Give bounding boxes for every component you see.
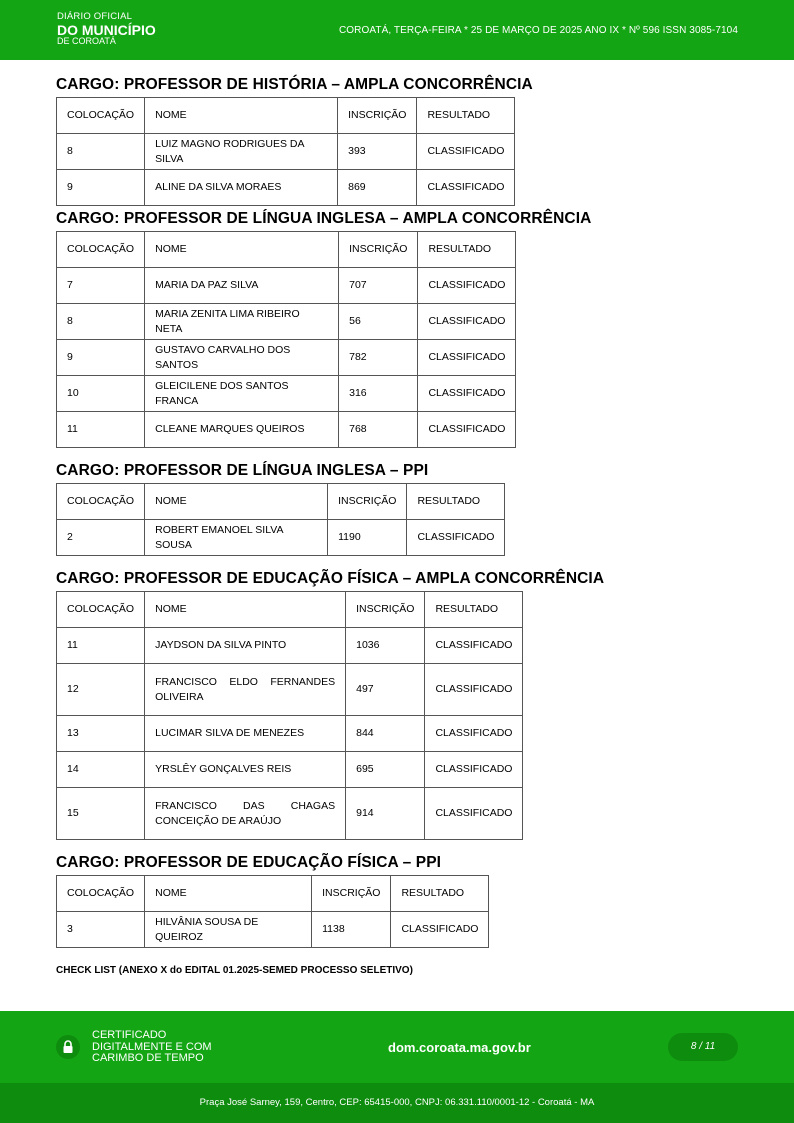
section-title: CARGO: PROFESSOR DE EDUCAÇÃO FÍSICA – PPI xyxy=(56,854,442,871)
cell-placement: 11 xyxy=(57,628,145,664)
column-header: INSCRIÇÃO xyxy=(328,484,407,520)
column-header: RESULTADO xyxy=(391,876,489,912)
cell-placement: 11 xyxy=(57,412,145,448)
column-header: NOME xyxy=(145,232,339,268)
results-table xyxy=(56,483,505,556)
cell-registration: 869 xyxy=(338,170,417,206)
brand-line-2: DO MUNICÍPIO xyxy=(57,21,156,38)
cell-registration: 782 xyxy=(339,340,418,376)
results-table xyxy=(56,875,489,948)
column-header: RESULTADO xyxy=(425,592,523,628)
table-row xyxy=(57,752,523,788)
cell-result: CLASSIFICADO xyxy=(418,412,516,448)
cell-result: CLASSIFICADO xyxy=(418,340,516,376)
section-historia-ampla xyxy=(56,76,746,206)
section-ed-fisica-ppi xyxy=(56,854,746,948)
column-header: RESULTADO xyxy=(417,98,515,134)
cell-result: CLASSIFICADO xyxy=(425,752,523,788)
section-ingles-ampla xyxy=(56,210,746,448)
footer-address: Praça José Sarney, 159, Centro, CEP: 65415-000, CNPJ: 06.331.110/0001-12 - Coroatá - MA xyxy=(0,1083,794,1123)
table-row xyxy=(57,304,516,340)
cell-result: CLASSIFICADO xyxy=(418,376,516,412)
cell-result: CLASSIFICADO xyxy=(425,788,523,840)
document-body xyxy=(56,76,746,976)
cell-registration: 707 xyxy=(339,268,418,304)
cell-name: FRANCISCO DAS CHAGAS CONCEIÇÃO DE ARAÚJO xyxy=(145,788,346,840)
cell-registration: 393 xyxy=(338,134,417,170)
column-header: COLOCAÇÃO xyxy=(57,592,145,628)
cell-registration: 497 xyxy=(346,664,425,716)
section-title: CARGO: PROFESSOR DE LÍNGUA INGLESA – AMPLA CONCORRÊNCIA xyxy=(56,210,592,227)
publication-logo xyxy=(57,12,156,46)
section-title: CARGO: PROFESSOR DE EDUCAÇÃO FÍSICA – AMPLA CONCORRÊNCIA xyxy=(56,570,605,587)
column-header: NOME xyxy=(145,98,338,134)
column-header: NOME xyxy=(145,592,346,628)
website-link[interactable]: dom.coroata.ma.gov.br xyxy=(388,1040,531,1055)
table-row xyxy=(57,788,523,840)
cell-registration: 844 xyxy=(346,716,425,752)
cell-placement: 9 xyxy=(57,170,145,206)
cell-name: LUIZ MAGNO RODRIGUES DA SILVA xyxy=(145,134,338,170)
column-header: COLOCAÇÃO xyxy=(57,232,145,268)
checklist-heading: CHECK LIST (ANEXO X do EDITAL 01.2025-SEMED PROCESSO SELETIVO) xyxy=(56,965,413,976)
cell-registration: 1036 xyxy=(346,628,425,664)
cell-name: ALINE DA SILVA MORAES xyxy=(145,170,338,206)
section-title: CARGO: PROFESSOR DE HISTÓRIA – AMPLA CONCORRÊNCIA xyxy=(56,76,533,93)
table-row xyxy=(57,412,516,448)
brand-line-3: DE COROATÁ xyxy=(57,35,116,46)
table-row xyxy=(57,170,515,206)
page-header xyxy=(0,0,794,60)
table-row xyxy=(57,716,523,752)
cell-registration: 1190 xyxy=(328,520,407,556)
cell-name: ROBERT EMANOEL SILVA SOUSA xyxy=(145,520,328,556)
cell-name: JAYDSON DA SILVA PINTO xyxy=(145,628,346,664)
column-header: INSCRIÇÃO xyxy=(312,876,391,912)
cell-name: HILVÂNIA SOUSA DE QUEIROZ xyxy=(145,912,312,948)
cell-name: MARIA ZENITA LIMA RIBEIRO NETA xyxy=(145,304,339,340)
cell-name: FRANCISCO ELDO FERNANDES OLIVEIRA xyxy=(145,664,346,716)
column-header: RESULTADO xyxy=(407,484,505,520)
section-title: CARGO: PROFESSOR DE LÍNGUA INGLESA – PPI xyxy=(56,462,429,479)
cell-result: CLASSIFICADO xyxy=(417,170,515,206)
column-header: COLOCAÇÃO xyxy=(57,876,145,912)
table-row xyxy=(57,664,523,716)
cell-registration: 914 xyxy=(346,788,425,840)
table-header-row xyxy=(57,232,516,268)
cell-placement: 13 xyxy=(57,716,145,752)
table-row xyxy=(57,912,489,948)
edition-info: COROATÁ, TERÇA-FEIRA * 25 DE MARÇO DE 2025 ANO IX * Nº 596 ISSN 3085-7104 xyxy=(338,25,738,36)
brand-line-1: DIÁRIO OFICIAL xyxy=(57,11,133,22)
cert-line-3: CARIMBO DE TEMPO xyxy=(92,1052,204,1064)
cell-result: CLASSIFICADO xyxy=(417,134,515,170)
lock-icon xyxy=(56,1035,80,1059)
cell-name: GUSTAVO CARVALHO DOS SANTOS xyxy=(145,340,339,376)
results-table xyxy=(56,97,515,206)
section-ingles-ppi xyxy=(56,462,746,556)
table-header-row xyxy=(57,592,523,628)
table-row xyxy=(57,340,516,376)
cell-result: CLASSIFICADO xyxy=(391,912,489,948)
column-header: NOME xyxy=(145,876,312,912)
cell-name: YRSLÊY GONÇALVES REIS xyxy=(145,752,346,788)
cell-result: CLASSIFICADO xyxy=(418,304,516,340)
cell-placement: 8 xyxy=(57,304,145,340)
cell-registration: 1138 xyxy=(312,912,391,948)
column-header: INSCRIÇÃO xyxy=(346,592,425,628)
table-row xyxy=(57,376,516,412)
column-header: INSCRIÇÃO xyxy=(338,98,417,134)
cell-placement: 2 xyxy=(57,520,145,556)
table-row xyxy=(57,268,516,304)
cell-placement: 7 xyxy=(57,268,145,304)
results-table xyxy=(56,591,523,840)
page-footer xyxy=(0,1011,794,1123)
certification-text xyxy=(92,1030,212,1065)
cert-line-1: CERTIFICADO xyxy=(92,1029,167,1041)
column-header: RESULTADO xyxy=(418,232,516,268)
cell-registration: 695 xyxy=(346,752,425,788)
cell-placement: 15 xyxy=(57,788,145,840)
cell-placement: 14 xyxy=(57,752,145,788)
cell-name: CLEANE MARQUES QUEIROS xyxy=(145,412,339,448)
table-row xyxy=(57,628,523,664)
cell-result: CLASSIFICADO xyxy=(425,716,523,752)
table-header-row xyxy=(57,876,489,912)
cert-line-2: DIGITALMENTE E COM xyxy=(92,1040,212,1053)
table-header-row xyxy=(57,484,505,520)
column-header: COLOCAÇÃO xyxy=(57,484,145,520)
cell-result: CLASSIFICADO xyxy=(418,268,516,304)
cell-registration: 316 xyxy=(339,376,418,412)
cell-placement: 8 xyxy=(57,134,145,170)
cell-registration: 768 xyxy=(339,412,418,448)
cell-name: MARIA DA PAZ SILVA xyxy=(145,268,339,304)
column-header: NOME xyxy=(145,484,328,520)
cell-name: LUCIMAR SILVA DE MENEZES xyxy=(145,716,346,752)
cell-placement: 3 xyxy=(57,912,145,948)
section-ed-fisica-ampla xyxy=(56,570,746,840)
table-header-row xyxy=(57,98,515,134)
cell-placement: 9 xyxy=(57,340,145,376)
page-indicator: 8 / 11 xyxy=(668,1033,738,1061)
cell-placement: 12 xyxy=(57,664,145,716)
cell-result: CLASSIFICADO xyxy=(407,520,505,556)
cell-placement: 10 xyxy=(57,376,145,412)
table-row xyxy=(57,520,505,556)
cell-result: CLASSIFICADO xyxy=(425,628,523,664)
cell-registration: 56 xyxy=(339,304,418,340)
cell-name: GLEICILENE DOS SANTOS FRANCA xyxy=(145,376,339,412)
column-header: COLOCAÇÃO xyxy=(57,98,145,134)
table-row xyxy=(57,134,515,170)
column-header: INSCRIÇÃO xyxy=(339,232,418,268)
cell-result: CLASSIFICADO xyxy=(425,664,523,716)
results-table xyxy=(56,231,516,448)
